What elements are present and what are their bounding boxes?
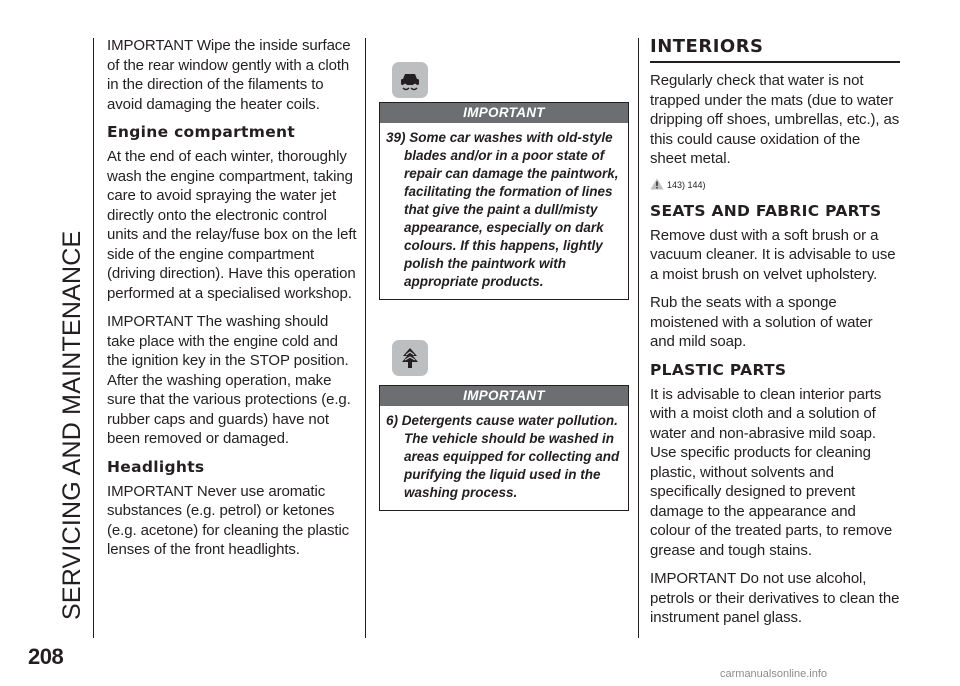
page-number: 208 [28,644,64,669]
section-heading-seats: SEATS AND FABRIC PARTS [650,201,882,220]
section-heading-engine-compartment: Engine compartment [107,123,296,141]
important-box-39 [379,102,629,300]
column-left [107,36,357,569]
box-header: IMPORTANT [380,103,628,123]
section-heading-plastic-parts: PLASTIC PARTS [650,360,787,379]
note-number: 6) [386,413,399,428]
important-box-6 [379,385,629,511]
paragraph: IMPORTANT The washing should take place with the engine cold and the ignition key in the STOP position. After the washing operation, make sure that the various protections (e.g. rubber caps and guards) have not been removed or damaged. [107,313,351,447]
note-number: 39) [386,130,406,145]
paragraph: IMPORTANT Do not use alcohol, petrols or their derivatives to clean the instrument panel glass. [650,570,900,626]
note-text: Detergents cause water pollution. The vehicle should be washed in areas equipped for collecting and purifying the liquid used in the washing process. [401,413,620,500]
tree-environment-icon [392,340,428,376]
paragraph: IMPORTANT Never use aromatic substances (e.g. petrol) or ketones (e.g. acetone) for cleaning the plastic lenses of the front headlights. [107,482,350,558]
car-skid-icon [392,62,428,98]
paragraph: At the end of each winter, thoroughly wash the engine compartment, taking care to avoid spraying the water jet directly onto the electronic control units and the relay/fuse box on the left side of the engine compartment (driving direction). Have this operation performed at a specialised workshop. [107,148,357,302]
side-section-title [52,40,92,620]
warning-references [650,178,900,190]
note-text: Some car washes with old-style blades and/or in a poor state of repair can damage the paintwork, facilitating the formation of lines that give the paint a dull/misty appearance, especially on dark colours. If this happens, lightly polish the paintwork with appropriate products. [404,130,619,289]
reference-numbers: 143) 144) [667,179,706,190]
paragraph: Remove dust with a soft brush or a vacuum cleaner. It is advisable to use a moist brush on velvet upholstery. [650,226,896,283]
column-divider [93,38,94,638]
warning-triangle-icon [650,178,664,190]
box-header: IMPORTANT [380,386,628,406]
column-divider [365,38,366,638]
column-divider [638,38,639,638]
paragraph: Rub the seats with a sponge moistened with a solution of water and mild soap. [650,294,873,350]
box-body [380,123,628,299]
box-body [380,406,628,510]
side-title-text: SERVICING AND MAINTENANCE [58,230,86,620]
paragraph: It is advisable to clean interior parts with a moist cloth and a solution of water and non-abrasive mild soap. Use specific products for cleaning plastic, without solvents and specifically designed to prevent damage to the appearance and colour of the treated parts, to remove grease and tough stains. [650,385,893,559]
watermark: carmanualsonline.info [720,668,828,680]
section-heading-headlights: Headlights [107,457,205,476]
section-heading-interiors: INTERIORS [650,36,900,63]
column-right [650,36,900,637]
paragraph: IMPORTANT Wipe the inside surface of the rear window gently with a cloth in the direction of the filaments to avoid damaging the heater coils. [107,37,351,113]
paragraph: Regularly check that water is not trapped under the mats (due to water dripping off shoes, umbrellas, etc.), as this could cause oxidation of the sheet metal. [650,72,900,167]
